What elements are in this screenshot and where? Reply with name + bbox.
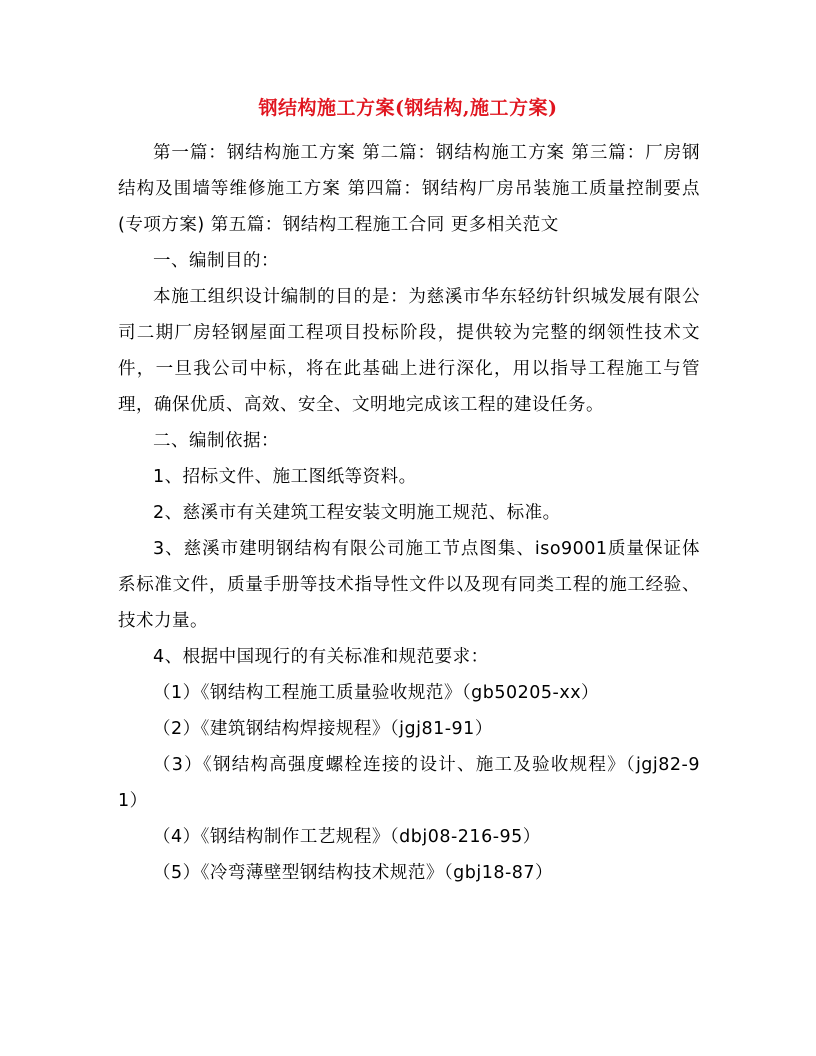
standard-item-1: （1）《钢结构工程施工质量验收规范》（gb50205-xx） bbox=[153, 683, 600, 703]
document-body bbox=[118, 135, 700, 891]
basis-item-4: 4、根据中国现行的有关标准和规范要求： bbox=[153, 647, 489, 667]
purpose-paragraph: 本施工组织设计编制的目的是：为慈溪市华东轻纺针织城发展有限公司二期厂房轻钢屋面工程项目投标阶段，提供较为完整的纲领性技术文件，一旦我公司中标，将在此基础上进行深化，用以指导工程施工与管理，确保优质、高效、安全、文明地完成该工程的建设任务。 bbox=[118, 287, 700, 415]
basis-item-1: 1、招标文件、施工图纸等资料。 bbox=[153, 467, 417, 487]
document-title: 钢结构施工方案(钢结构,施工方案) bbox=[258, 97, 558, 119]
section-heading-purpose: 一、编制目的： bbox=[153, 251, 279, 271]
basis-item-2: 2、慈溪市有关建筑工程安装文明施工规范、标准。 bbox=[153, 503, 561, 523]
section-heading-basis: 二、编制依据： bbox=[153, 431, 279, 451]
intro-paragraph: 第一篇：钢结构施工方案 第二篇：钢结构施工方案 第三篇：厂房钢结构及围墙等维修施工方案 第四篇：钢结构厂房吊装施工质量控制要点(专项方案) 第五篇：钢结构工程施工合同 更多相关范文 bbox=[118, 143, 700, 235]
standard-item-3: （3）《钢结构高强度螺栓连接的设计、施工及验收规程》（jgj82-91） bbox=[118, 755, 700, 811]
standard-item-2: （2）《建筑钢结构焊接规程》（jgj81-91） bbox=[153, 719, 493, 739]
standard-item-5: （5）《冷弯薄壁型钢结构技术规范》（gbj18-87） bbox=[153, 863, 554, 883]
standard-item-4: （4）《钢结构制作工艺规程》（dbj08-216-95） bbox=[153, 827, 541, 847]
basis-item-3: 3、慈溪市建明钢结构有限公司施工节点图集、iso9001质量保证体系标准文件，质量手册等技术指导性文件以及现有同类工程的施工经验、技术力量。 bbox=[118, 539, 700, 631]
